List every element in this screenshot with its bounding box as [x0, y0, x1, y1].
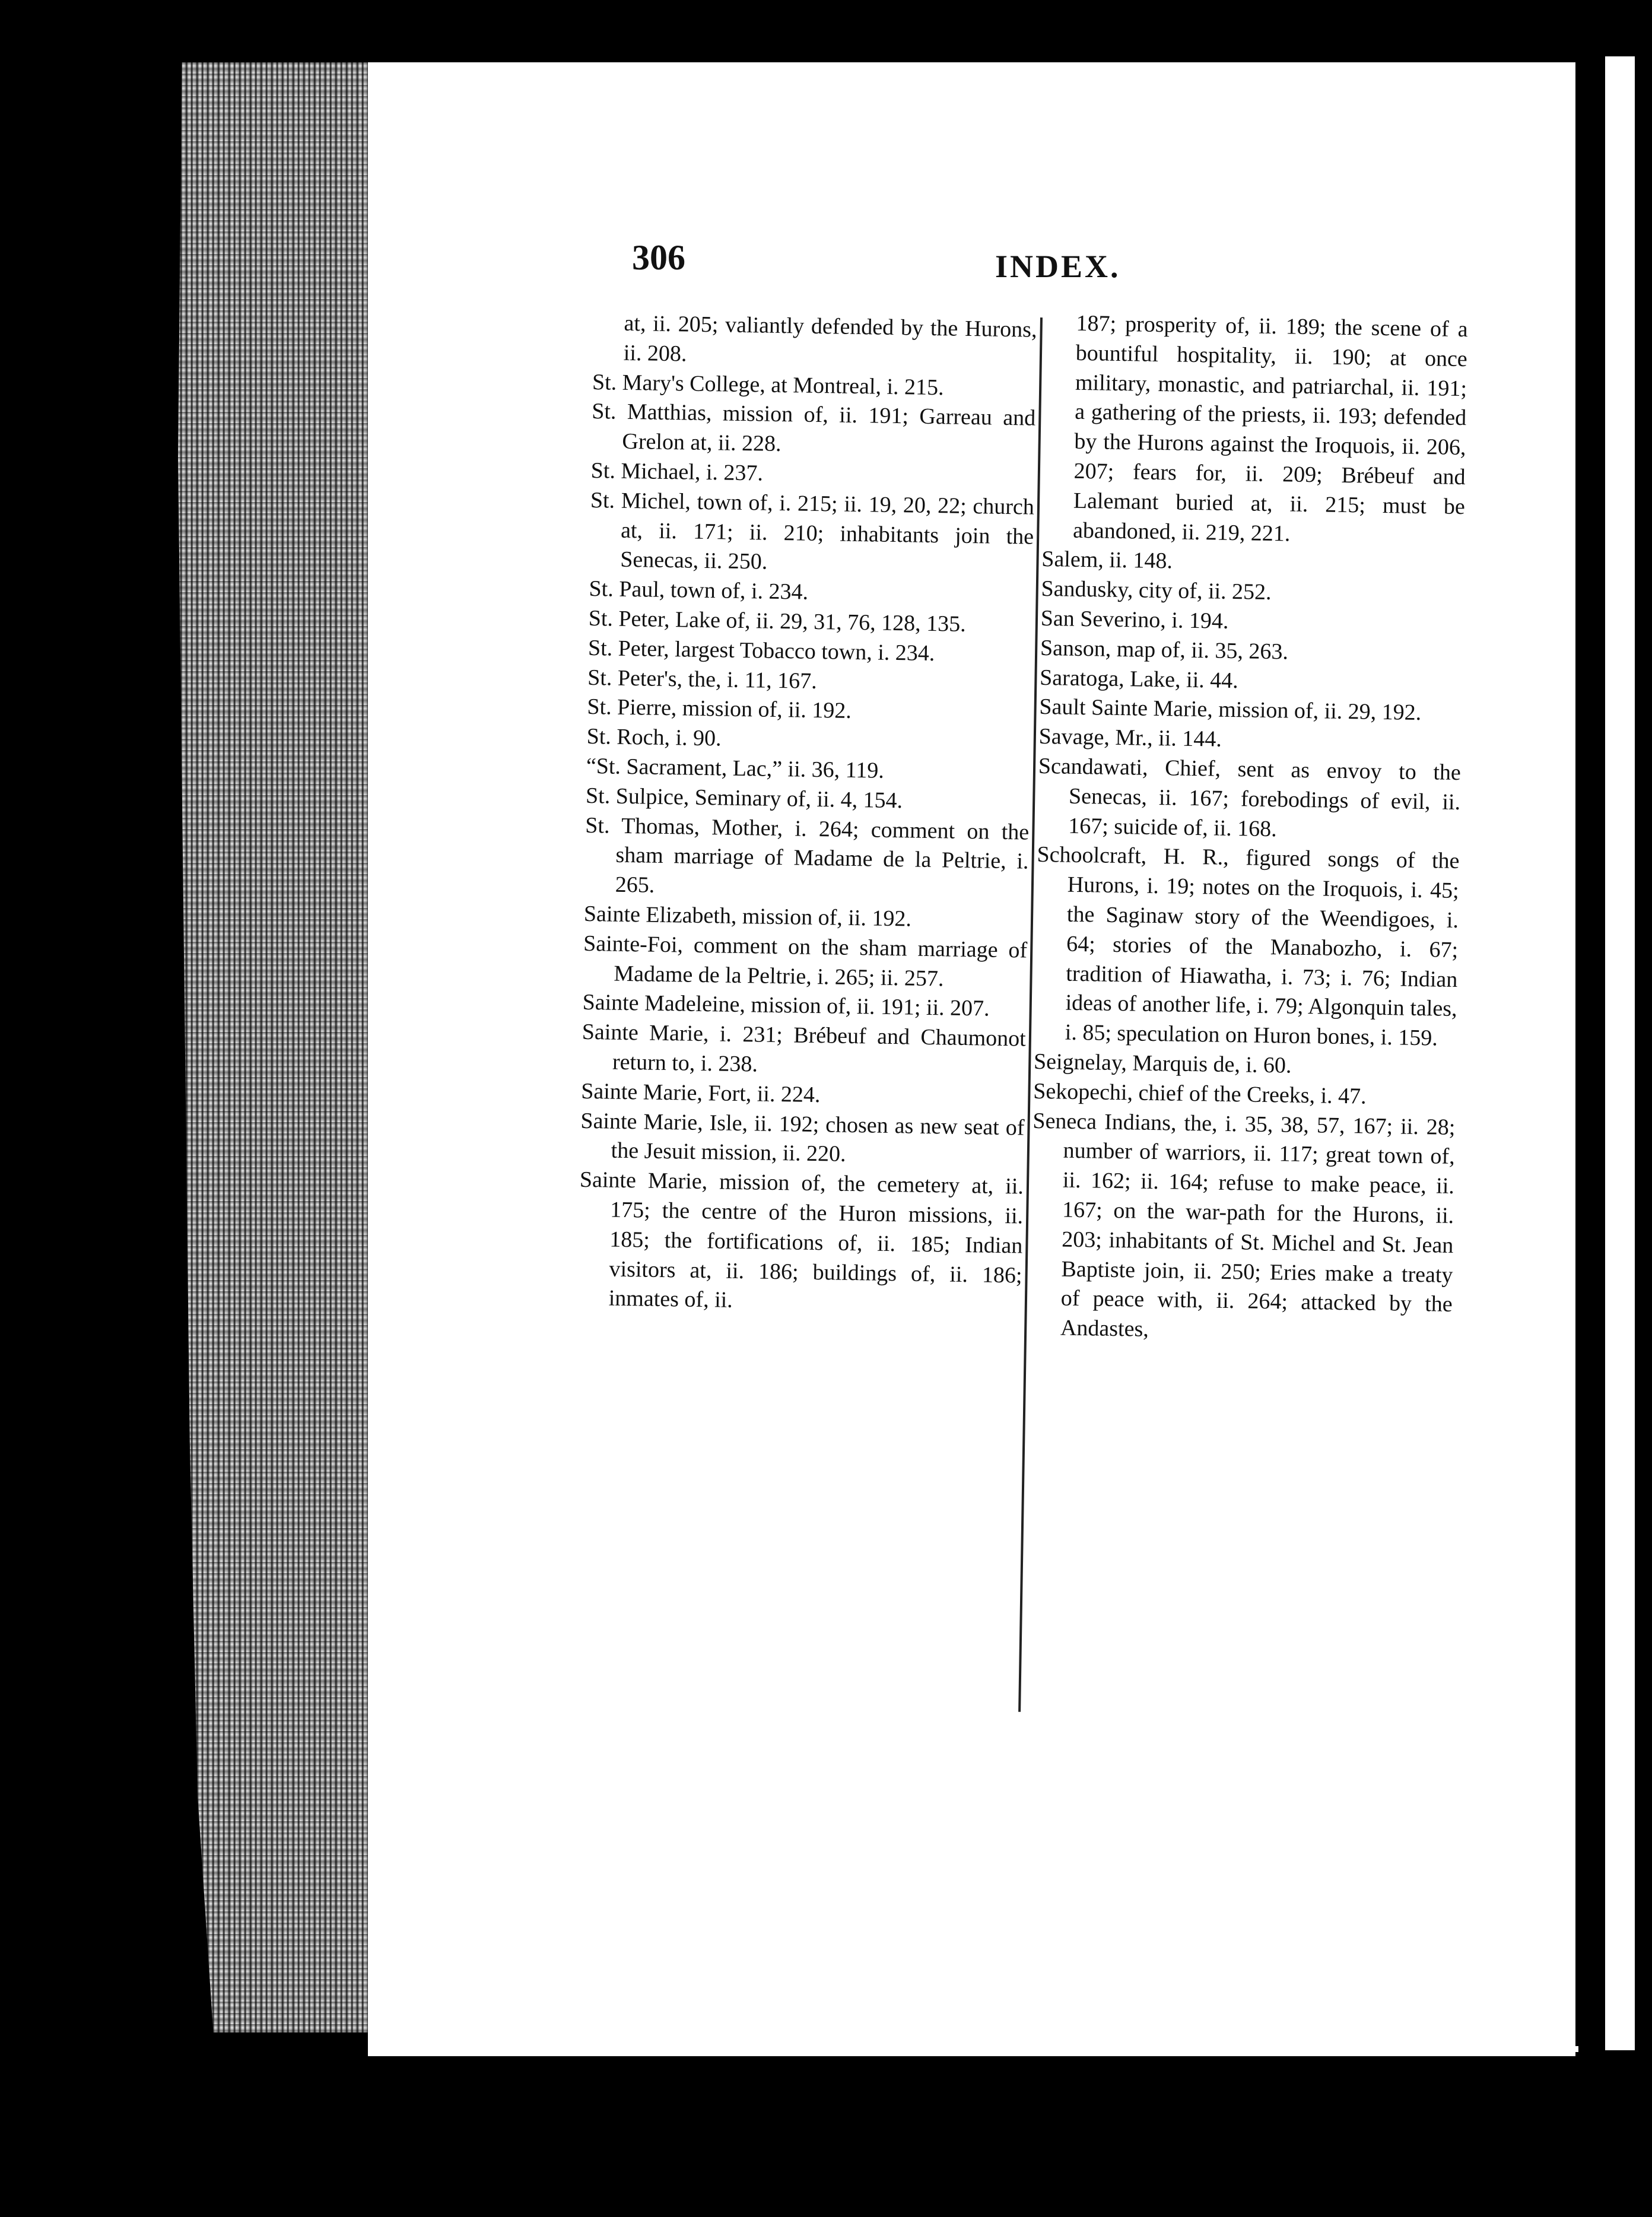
- index-entry: Sanson, map of, ii. 35, 263.: [1040, 635, 1289, 665]
- index-entry: 187; prosperity of, ii. 189; the scene of a bountiful hospitality, ii. 190; at once military, monastic, and patriarchal, ii. 191; a gathering of the priests, ii. 193; defended by the Hurons against the Iroquois, ii. 206, 207; fears for, ii. 209; Brébeuf and Lalemant buried at, ii. 215; must be abandoned, ii. 219, 221.: [1072, 310, 1468, 547]
- index-entry: St. Thomas, Mother, i. 264; comment on the sham marriage of Madame de la Peltrie, i. 265.: [584, 812, 1030, 898]
- running-head: [632, 237, 1486, 291]
- index-entry: Sainte Madeleine, mission of, ii. 191; ii. 207.: [582, 990, 990, 1021]
- page-number: 306: [632, 238, 685, 277]
- index-entry: Saratoga, Lake, ii. 44.: [1039, 665, 1239, 693]
- index-entry: Sainte Marie, Fort, ii. 224.: [580, 1078, 821, 1107]
- index-entry: Sainte Marie, Isle, ii. 192; chosen as new seat of the Jesuit mission, ii. 220.: [580, 1108, 1025, 1167]
- index-entry: Sainte-Foi, comment on the sham marriage of Madame de la Peltrie, i. 265; ii. 257.: [583, 930, 1028, 991]
- index-entry: Sainte Elizabeth, mission of, ii. 192.: [583, 901, 912, 932]
- index-entry: St. Sulpice, Seminary of, ii. 4, 154.: [585, 783, 903, 814]
- index-column-right: [1030, 309, 1468, 1349]
- index-entry: St. Pierre, mission of, ii. 192.: [587, 694, 852, 724]
- index-entry: Sainte Marie, mission of, the cemetery at, ii. 175; the centre of the Huron missions, ii. 185; the fortifications of, ii. 185; Indian visitors at, ii. 186; buildings of, ii. 186; inmates of, ii.: [579, 1167, 1024, 1313]
- index-entry: St. Michael, i. 237.: [590, 458, 764, 486]
- index-entry: Sandusky, city of, ii. 252.: [1041, 576, 1272, 605]
- book-page-edges: [178, 62, 374, 2032]
- index-entry: Sault Sainte Marie, mission of, ii. 29, 192.: [1039, 694, 1422, 726]
- index-entry: St. Peter's, the, i. 11, 167.: [587, 665, 818, 694]
- index-entry: at, ii. 205; valiantly defended by the Hurons, ii. 208.: [623, 310, 1037, 367]
- page-bottom-edge: [392, 2046, 1578, 2052]
- index-entry: St. Peter, Lake of, ii. 29, 31, 76, 128, 135.: [588, 605, 967, 637]
- index-column-left: [577, 309, 1037, 1320]
- index-entry: Sekopechi, chief of the Creeks, i. 47.: [1032, 1078, 1367, 1109]
- index-entry: Seneca Indians, the, i. 35, 38, 57, 167; ii. 28; number of warriors, ii. 117; great town of, ii. 162; ii. 164; refuse to make peace, ii. 167; on the war-path for the Hurons, ii. 203; inhabitants of St. Michel and St. Jean Baptiste join, ii. 250; Eries make a treaty of peace with, ii. 264; attacked by the Andastes,: [1032, 1108, 1456, 1342]
- index-entry: St. Mary's College, at Montreal, i. 215.: [592, 369, 944, 400]
- index-entry: St. Peter, largest Tobacco town, i. 234.: [587, 635, 935, 666]
- index-entry: Scandawati, Chief, sent as envoy to the Senecas, ii. 167; forebodings of evil, ii. 167; suicide of, ii. 168.: [1038, 753, 1462, 841]
- index-entry: Seignelay, Marquis de, i. 60.: [1033, 1049, 1292, 1078]
- page-title: INDEX.: [995, 249, 1121, 284]
- index-entry: Salem, ii. 148.: [1041, 547, 1173, 574]
- facing-page-edge: [1605, 56, 1635, 2050]
- index-entry: Schoolcraft, H. R., figured songs of the Hurons, i. 19; notes on the Iroquois, i. 45; the Saginaw story of the Weendigoes, i. 64; stories of the Manabozho, i. 67; tradition of Hiawatha, i. 73; i. 76; Indian ideas of another life, i. 79; Algonquin tales, i. 85; speculation on Huron bones, i. 159.: [1037, 842, 1460, 1051]
- index-entry: San Severino, i. 194.: [1040, 605, 1229, 634]
- index-entry: St. Roch, i. 90.: [586, 724, 722, 751]
- index-entry: St. Paul, town of, i. 234.: [589, 576, 809, 605]
- index-entry: “St. Sacrament, Lac,” ii. 36, 119.: [586, 753, 885, 783]
- index-entry: Sainte Marie, i. 231; Brébeuf and Chaumonot return to, i. 238.: [582, 1019, 1027, 1077]
- index-entry: St. Matthias, mission of, ii. 191; Garreau and Grelon at, ii. 228.: [591, 399, 1036, 457]
- index-entry: Savage, Mr., ii. 144.: [1038, 724, 1222, 752]
- index-entry: St. Michel, town of, i. 215; ii. 19, 20, 22; church at, ii. 171; ii. 210; inhabitants join the Senecas, ii. 250.: [590, 487, 1035, 575]
